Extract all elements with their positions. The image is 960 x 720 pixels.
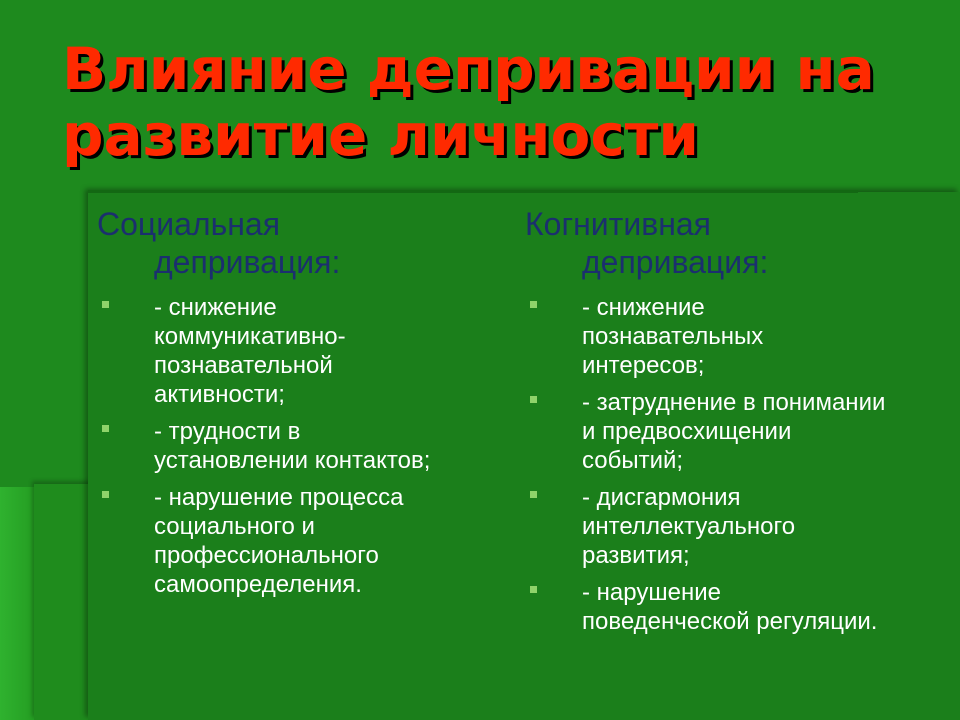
list-item [525,578,945,636]
list-item-text: - снижение коммуникативно- познавательной активности; [154,294,346,408]
bullet-list [525,293,945,636]
list-item [97,483,507,599]
column-social-deprivation [97,205,507,607]
slide-title-line-1: Влияние депривации на [62,35,875,103]
list-item [525,483,945,570]
column-cognitive-deprivation [525,205,945,644]
square-bullet-icon [102,491,109,498]
column-heading [525,205,945,281]
square-bullet-icon [102,425,109,432]
list-item-text: - нарушение процесса социального и профессионального самоопределения. [154,484,404,598]
list-item-text: - трудности в установлении контактов; [154,418,431,474]
column-heading-line-2: депривация: [582,244,769,280]
list-item [525,388,945,475]
background-top-line [88,190,858,193]
column-heading-line-1: Когнитивная [525,206,711,242]
list-item [525,293,945,380]
slide-title-line-2: развитие личности [62,101,699,169]
column-heading-line-1: Социальная [97,206,281,242]
square-bullet-icon [530,586,537,593]
column-heading-line-2: депривация: [154,244,341,280]
list-item-text: - нарушение поведенческой регуляции. [582,579,878,635]
list-item-text: - дисгармония интеллектуального развития; [582,484,796,569]
slide-title [62,36,942,168]
column-heading [97,205,507,281]
list-item [97,417,507,475]
list-item [97,293,507,409]
square-bullet-icon [530,491,537,498]
square-bullet-icon [530,396,537,403]
list-item-text: - затруднение в понимании и предвосхищении событий; [582,389,886,474]
list-item-text: - снижение познавательных интересов; [582,294,764,379]
square-bullet-icon [102,301,109,308]
square-bullet-icon [530,301,537,308]
bullet-list [97,293,507,599]
